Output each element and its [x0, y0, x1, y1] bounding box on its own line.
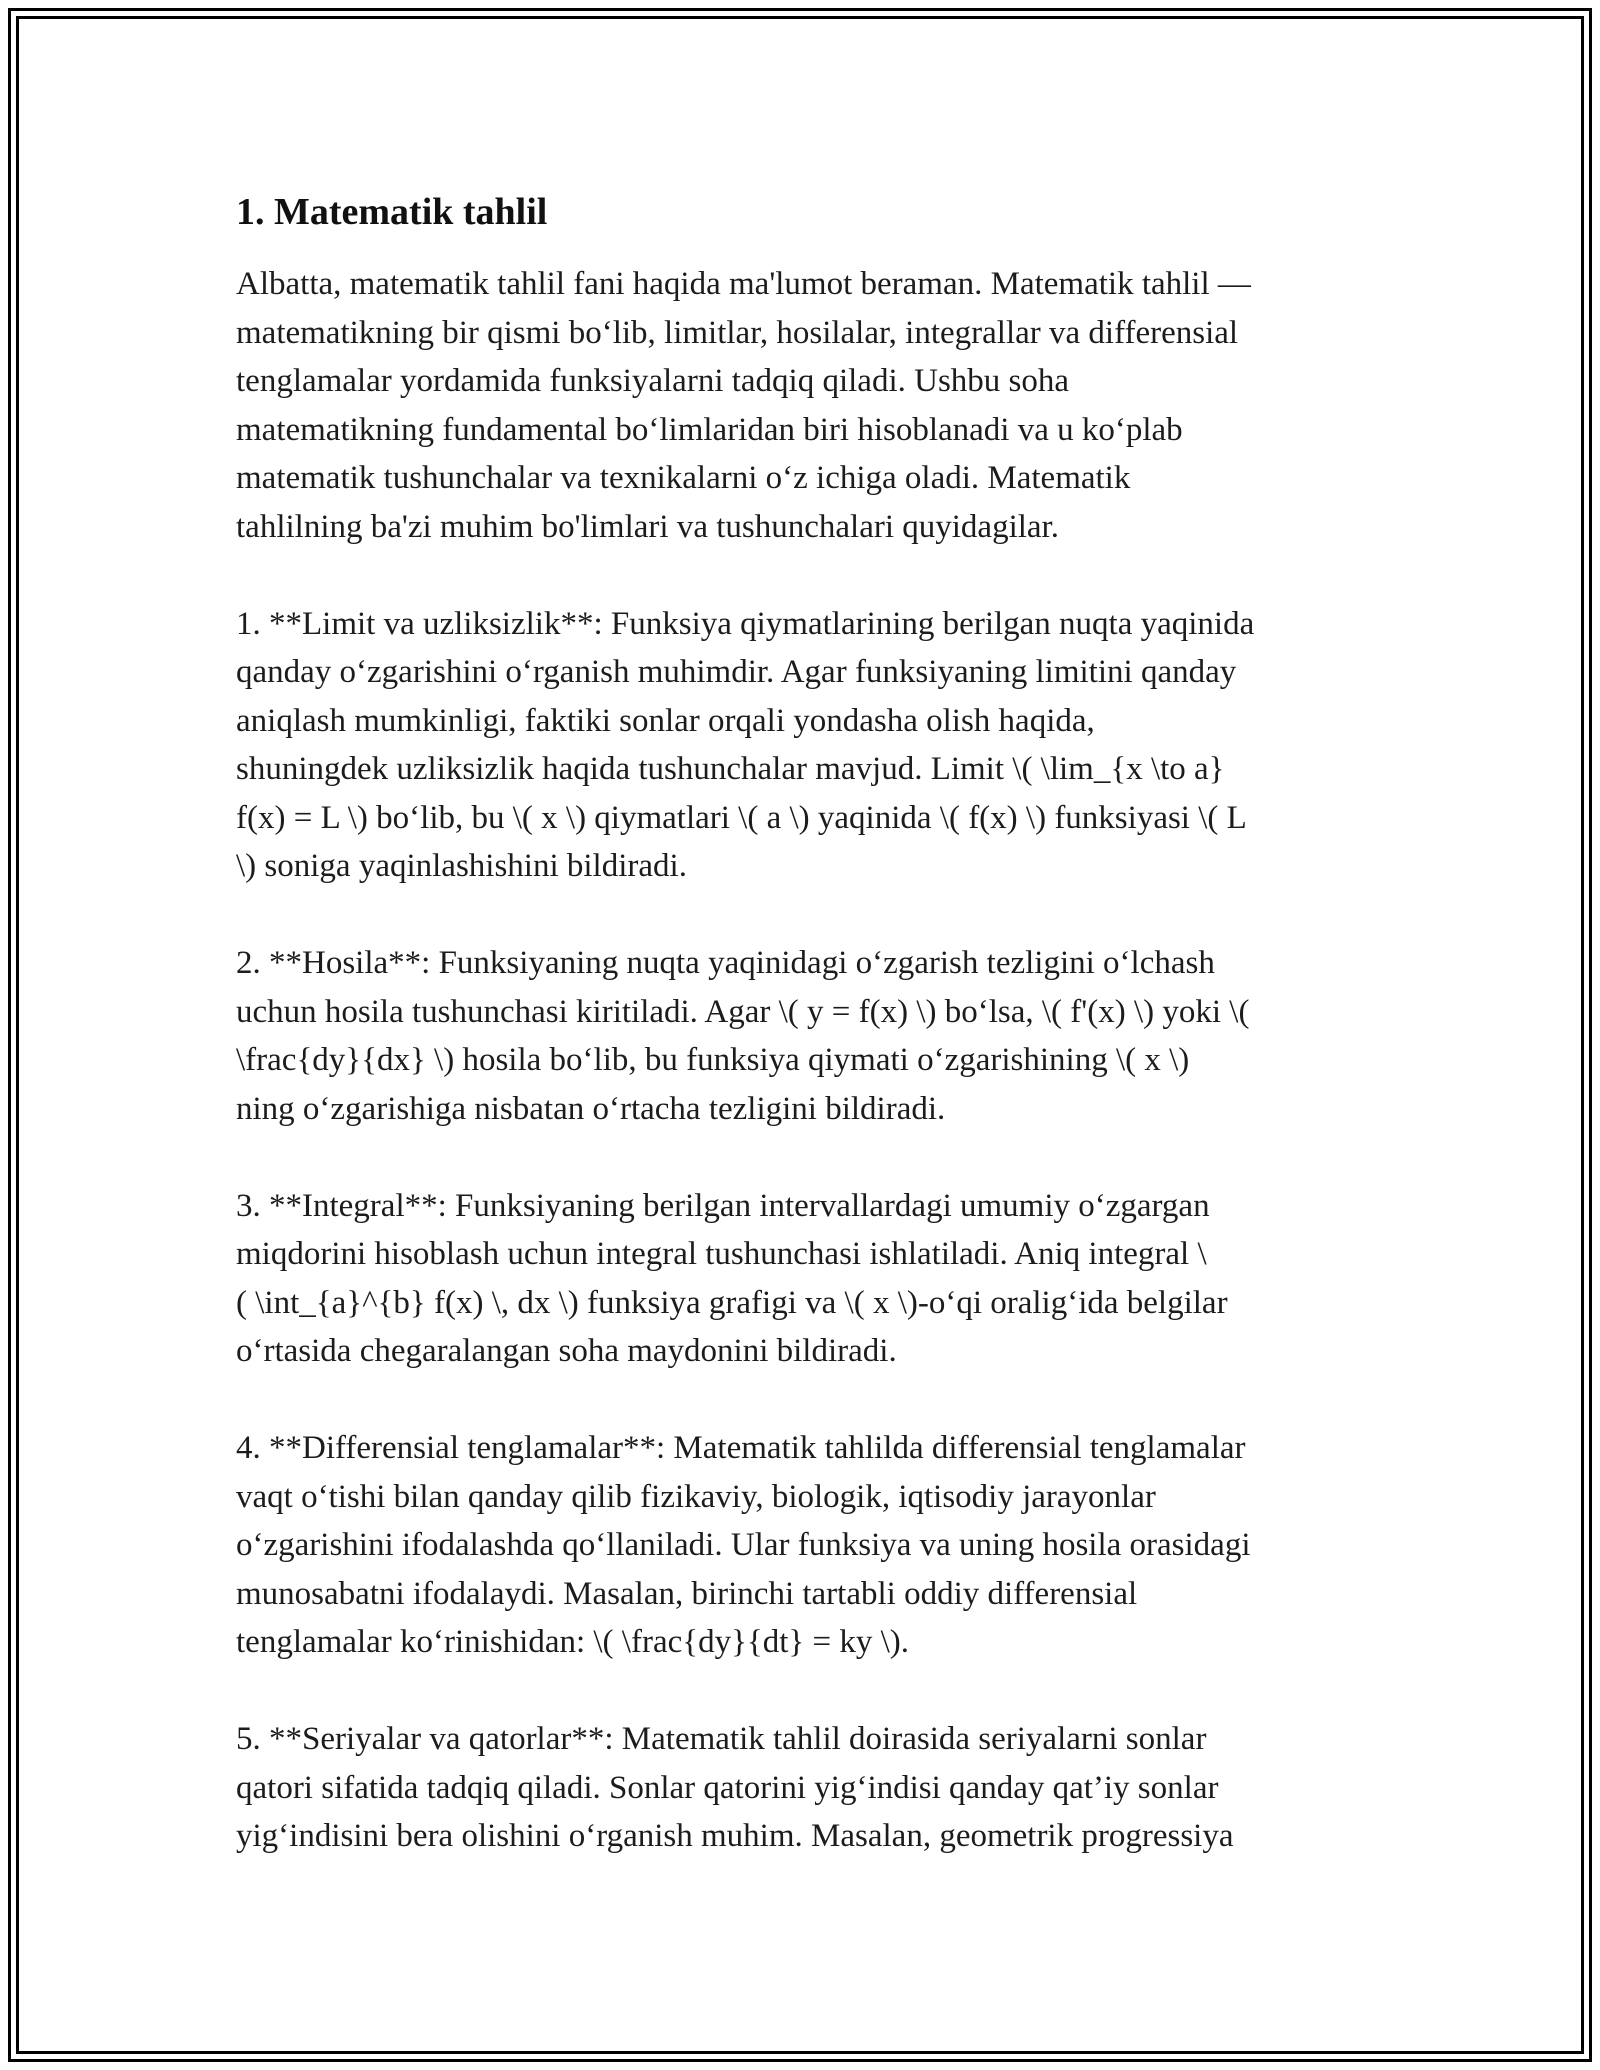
- text-line: ning o‘zgarishiga nisbatan o‘rtacha tezligini bildiradi.: [236, 1090, 946, 1127]
- text-line: \) soniga yaqinlashishini bildiradi.: [236, 848, 687, 884]
- text-line: shuningdek uzliksizlik haqida tushunchalar mavjud. Limit \( \lim_{x \to a}: [236, 751, 1225, 787]
- text-line: vaqt o‘tishi bilan qanday qilib fizikaviy, biologik, iqtisodiy jarayonlar: [236, 1478, 1156, 1515]
- text-line: uchun hosila tushunchasi kiritiladi. Agar \( y = f(x) \) bo‘lsa, \( f'(x) \) yoki \(: [236, 993, 1250, 1030]
- text-line: aniqlash mumkinligi, faktiki sonlar orqali yondasha olish haqida,: [236, 702, 1095, 739]
- text-line: 3. **Integral**: Funksiyaning berilgan intervallardagi umumiy o‘zgargan: [236, 1187, 1210, 1224]
- text-line: o‘rtasida chegaralangan soha maydonini bildiradi.: [236, 1333, 897, 1369]
- text-line: tahlilning ba'zi muhim bo'limlari va tushunchalari quyidagilar.: [236, 508, 1059, 545]
- text-line: miqdorini hisoblash uchun integral tushunchasi ishlatiladi. Aniq integral \: [236, 1236, 1207, 1272]
- text-line: matematikning bir qismi bo‘lib, limitlar, hosilalar, integrallar va differensial: [236, 314, 1239, 351]
- text-line: matematik tushunchalar va texnikalarni o‘z ichiga oladi. Matematik: [236, 460, 1131, 496]
- text-line: qatori sifatida tadqiq qiladi. Sonlar qatorini yig‘indisi qanday qat’iy sonlar: [236, 1769, 1219, 1806]
- text-line: 1. **Limit va uzliksizlik**: Funksiya qiymatlarining berilgan nuqta yaqinida: [236, 605, 1255, 642]
- text-line: ( \int_{a}^{b} f(x) \, dx \) funksiya grafigi va \( x \)-o‘qi oralig‘ida belgilar: [236, 1284, 1228, 1321]
- paragraph-seriyalar: [236, 1715, 1376, 1861]
- text-line: \frac{dy}{dx} \) hosila bo‘lib, bu funksiya qiymati o‘zgarishining \( x \): [236, 1042, 1190, 1078]
- text-line: f(x) = L \) bo‘lib, bu \( x \) qiymatlari \( a \) yaqinida \( f(x) \) funksiyasi \( L: [236, 799, 1247, 836]
- text-line: 2. **Hosila**: Funksiyaning nuqta yaqinidagi o‘zgarish tezligini o‘lchash: [236, 945, 1215, 981]
- text-line: 5. **Seriyalar va qatorlar**: Matematik tahlil doirasida seriyalarni sonlar: [236, 1721, 1207, 1757]
- paragraph-differensial: [236, 1424, 1376, 1667]
- paragraph-limit: [236, 600, 1376, 891]
- section-heading: 1. Matematik tahlil: [236, 191, 548, 233]
- paragraph-intro: [236, 260, 1376, 551]
- paragraph-integral: [236, 1182, 1376, 1376]
- document-body: [236, 188, 1376, 1909]
- text-line: matematikning fundamental bo‘limlaridan biri hisoblanadi va u ko‘plab: [236, 411, 1183, 448]
- text-line: qanday o‘zgarishini o‘rganish muhimdir. Agar funksiyaning limitini qanday: [236, 654, 1237, 690]
- paragraph-hosila: [236, 939, 1376, 1133]
- text-line: munosabatni ifodalaydi. Masalan, birinchi tartabli oddiy differensial: [236, 1575, 1138, 1612]
- text-line: o‘zgarishini ifodalashda qo‘llaniladi. Ular funksiya va uning hosila orasidagi: [236, 1527, 1251, 1563]
- text-line: 4. **Differensial tenglamalar**: Matematik tahlilda differensial tenglamalar: [236, 1430, 1246, 1466]
- text-line: Albatta, matematik tahlil fani haqida ma'lumot beraman. Matematik tahlil —: [236, 266, 1251, 302]
- text-line: tenglamalar ko‘rinishidan: \( \frac{dy}{dt} = ky \).: [236, 1624, 910, 1660]
- text-line: tenglamalar yordamida funksiyalarni tadqiq qiladi. Ushbu soha: [236, 363, 1070, 399]
- text-line: yig‘indisini bera olishini o‘rganish muhim. Masalan, geometrik progressiya: [236, 1818, 1234, 1854]
